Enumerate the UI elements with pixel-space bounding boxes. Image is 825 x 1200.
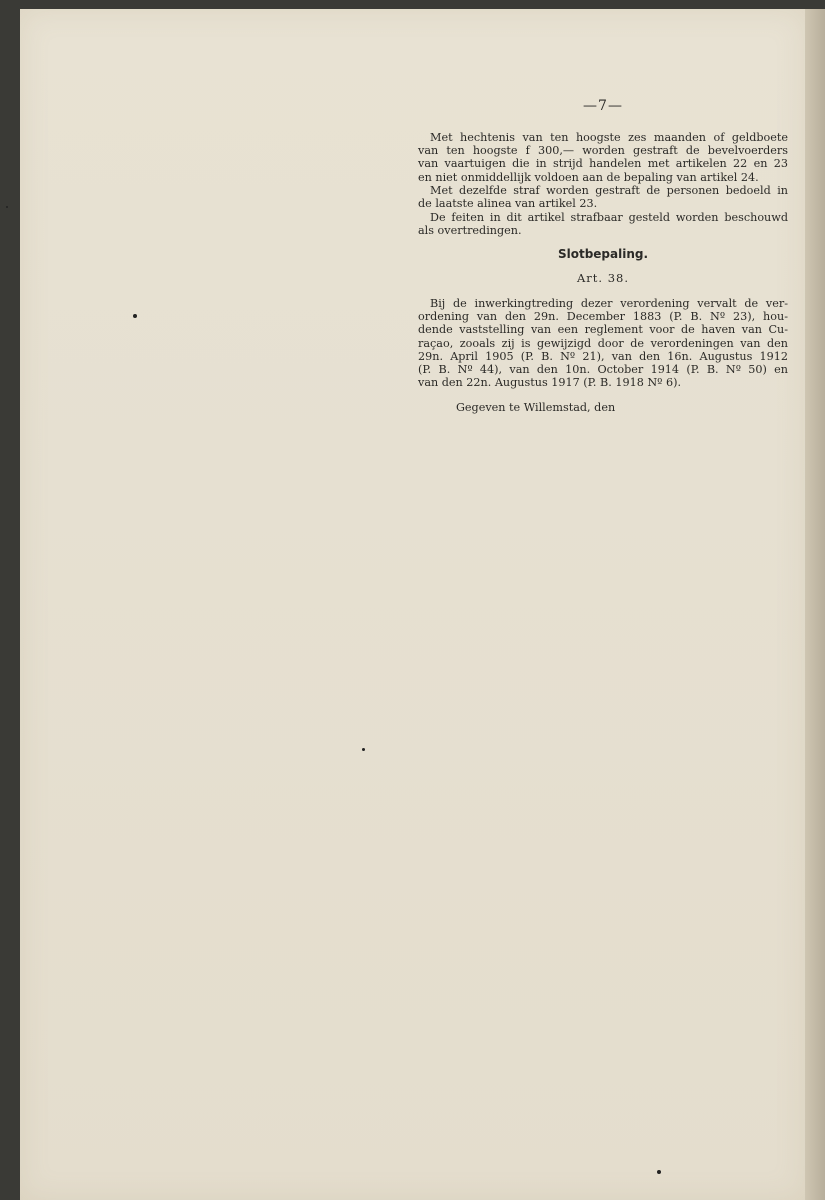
page-edge [805,9,825,1200]
paragraph-offences [418,211,788,237]
text-line: van ten hoogste f 300,— worden gestraft de bevelvoerders [418,144,788,158]
text-line: ordening van den 29n. December 1883 (P. B. Nº 23), hou- [418,310,788,324]
closing-line [418,401,788,414]
text-line: Met dezelfde straf worden gestraft de personen bedoeld in [430,184,788,197]
text-line: als overtredingen. [418,224,522,238]
text-line: Gegeven te Willemstad, den [456,401,616,414]
article-number: Art. 38. [576,271,630,285]
text-line: dende vaststelling van een reglement voor de haven van Cu- [418,323,788,337]
text-line: De feiten in dit artikel strafbaar gesteld worden beschouwd [430,211,788,224]
text-line: van den 22n. Augustus 1917 (P. B. 1918 Nº 6). [418,376,682,390]
text-line: de laatste alinea van artikel 23. [418,197,598,211]
text-line: van vaartuigen die in strijd handelen met artikelen 22 en 23 [418,157,788,171]
paragraph-repeal [418,297,788,389]
text-line: Bij de inwerkingtreding dezer verordening vervalt de ver- [430,297,788,310]
page-number: —7— [583,98,623,114]
speck-mark [133,314,137,318]
text-line: 29n. April 1905 (P. B. Nº 21), van den 16n. Augustus 1912 [418,349,788,363]
speck-mark [657,1170,661,1174]
speck-mark [362,748,365,751]
paragraph-same-penalty [418,184,788,210]
text-line: en niet onmiddellijk voldoen aan de bepaling van artikel 24. [418,170,759,184]
text-line: Met hechtenis van ten hoogste zes maanden of geldboete [430,131,788,144]
text-line: (P. B. Nº 44), van den 10n. October 1914 (P. B. Nº 50) en [418,363,788,377]
speck-mark [6,206,8,208]
paragraph-penalties [418,131,788,184]
section-heading: Slotbepaling. [557,247,649,261]
text-line: raçao, zooals zij is gewijzigd door de verordeningen van den [418,336,788,350]
